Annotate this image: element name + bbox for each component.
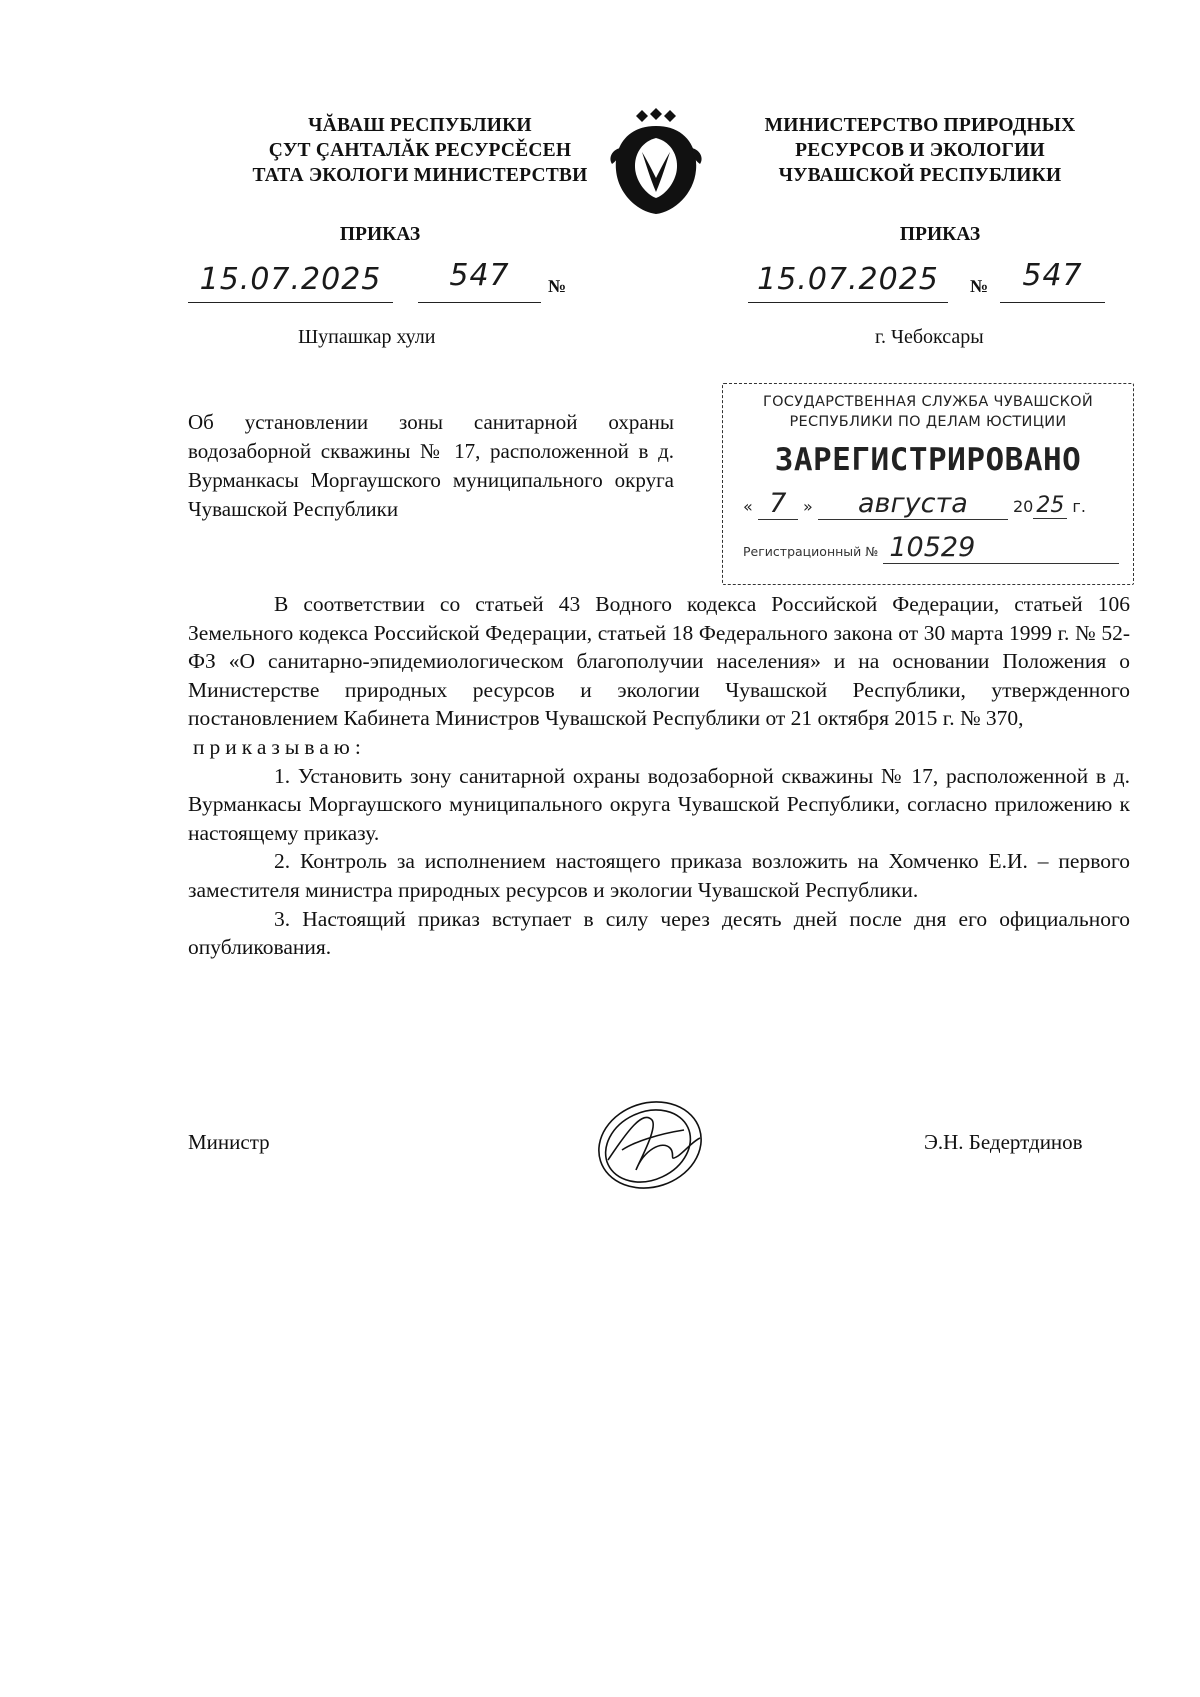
stamp-month: августа xyxy=(818,488,1008,520)
header-right xyxy=(740,113,1100,188)
stamp-year-prefix: 20 xyxy=(1012,497,1034,516)
stamp-date-row xyxy=(743,488,1133,520)
stamp-reg-row xyxy=(743,532,1133,564)
stamp-reg-label: Регистрационный № xyxy=(743,544,879,559)
num-sign-right: № xyxy=(970,276,989,296)
order-subject: Об установлении зоны санитарной охраны водозаборной скважины № 17, расположенной в д. Вурманкасы Моргаушского муниципального округа Чувашской Республики xyxy=(188,410,674,521)
header-left-line: ÇУТ ÇАНТАЛĂК РЕСУРСĚСЕН xyxy=(268,140,572,161)
body-item-2: 2. Контроль за исполнением настоящего приказа возложить на Хомченко Е.И. – первого заместителя министра природных ресурсов и экологии Чувашской Республики. xyxy=(188,849,1130,902)
header-right-line: МИНИСТЕРСТВО ПРИРОДНЫХ xyxy=(764,115,1076,136)
stamp-year-unit: г. xyxy=(1072,497,1086,516)
order-body xyxy=(188,590,1130,962)
stamp-line2: РЕСПУБЛИКИ ПО ДЕЛАМ ЮСТИЦИИ xyxy=(789,414,1067,430)
header-right-line: РЕСУРСОВ И ЭКОЛОГИИ xyxy=(795,140,1045,161)
body-order-word: приказываю: xyxy=(193,734,366,759)
num-sign-left: № xyxy=(548,276,567,296)
header-right-line: ЧУВАШСКОЙ РЕСПУБЛИКИ xyxy=(778,165,1062,186)
stamp-quote-close: » xyxy=(802,497,813,516)
stamp-title: ЗАРЕГИСТРИРОВАНО xyxy=(774,442,1082,478)
order-title-left: ПРИКАЗ xyxy=(339,224,421,245)
order-number-right: 547 xyxy=(1000,258,1105,303)
body-preamble: В соответствии со статьей 43 Водного кодекса Российской Федерации, статьей 106 Земельного кодекса Российской Федерации, статьей 18 Федерального закона от 30 марта 1999 г. № 52-ФЗ «О санитарно-эпидемиологическом благополучии населения» и на основании Положения о Министерстве природных ресурсов и экологии Чувашской Республики, утвержденного постановлением Кабинета Министров Чувашской Республики от 21 октября 2015 г. № 370, xyxy=(188,592,1130,731)
header-left-line: ТАТА ЭКОЛОГИ МИНИСТЕРСТВИ xyxy=(252,165,588,186)
signature-icon xyxy=(588,1090,718,1200)
body-item-1: 1. Установить зону санитарной охраны водозаборной скважины № 17, расположенной в д. Вурманкасы Моргаушского муниципального округа Чувашской Республики, согласно приложению к настоящему приказу. xyxy=(188,763,1130,845)
header-left-line: ЧĂВАШ РЕСПУБЛИКИ xyxy=(308,115,532,136)
city-left: Шупашкар хули xyxy=(298,326,436,348)
city-right: г. Чебоксары xyxy=(875,326,984,348)
order-date-right: 15.07.2025 xyxy=(748,262,948,303)
stamp-reg-number: 10529 xyxy=(883,532,1119,564)
stamp-day: 7 xyxy=(758,488,798,520)
order-title-right: ПРИКАЗ xyxy=(899,224,981,245)
order-date-left: 15.07.2025 xyxy=(188,262,393,303)
signer-position: Министр xyxy=(188,1130,270,1154)
header-left xyxy=(240,113,600,188)
body-item-3: 3. Настоящий приказ вступает в силу через десять дней после дня его официального опубликования. xyxy=(188,906,1130,960)
order-number-left: 547 xyxy=(418,258,541,303)
chuvash-emblem-icon xyxy=(606,108,706,218)
signer-name: Э.Н. Бедертдинов xyxy=(924,1130,1083,1154)
stamp-quote-open: « xyxy=(743,497,753,516)
registration-stamp xyxy=(722,383,1134,585)
stamp-line1: ГОСУДАРСТВЕННАЯ СЛУЖБА ЧУВАШСКОЙ xyxy=(762,394,1094,410)
stamp-year-suffix: 25 xyxy=(1033,493,1067,519)
